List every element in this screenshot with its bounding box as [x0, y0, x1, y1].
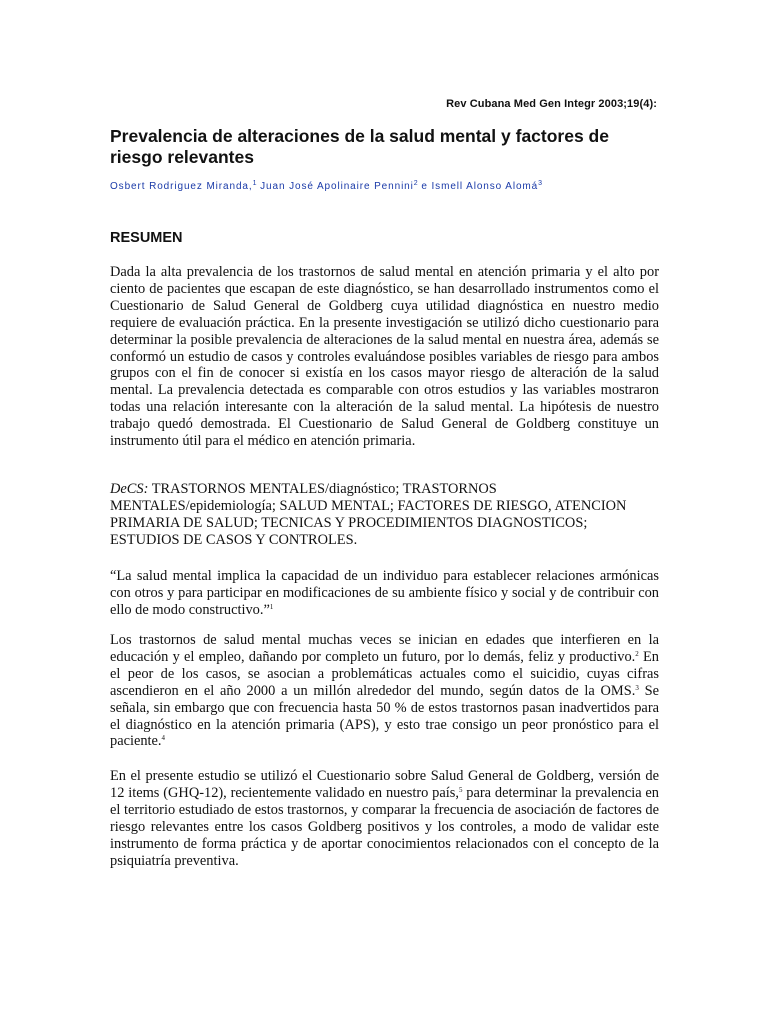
keywords-text: TRASTORNOS MENTALES/diagnóstico; TRASTORNOS MENTALES/epidemiología; SALUD MENTAL; FACTORES DE RIESGO, ATENCION PRIMARIA DE SALUD; TECNICAS Y PROCEDIMIENTOS DIAGNOSTICOS; ESTUDIOS DE CASOS Y CONTROLES.	[110, 481, 627, 548]
abstract-paragraph: Dada la alta prevalencia de los trastornos de salud mental en atención primaria y el alto por ciento de pacientes que escapan de este diagnóstico, se han desarrollado instrumentos como el Cuestionario de Salud General de Goldberg cuya utilidad diagnóstica en nuestro medio requiere de evaluación práctica. En la presente investigación se utilizó dicho cuestionario para determinar la posible prevalencia de alteraciones de la salud mental en nuestra área, además se conformó un estudio de casos y controles evaluándose posibles variables de riesgo para ambos grupos con el fin de conocer si existía en los casos mayor riesgo de alteración de la salud mental. La prevalencia detectada es comparable con otros estudios y las variables mostraron todas una relación interesante con la alteración de la salud mental. La hipótesis de nuestro trabajo quedó demostrada. El Cuestionario de Salud General de Goldberg constituye un instrumento útil para el médico en atención primaria.	[110, 264, 659, 450]
affiliation-mark: 2	[413, 180, 418, 187]
author-list	[110, 181, 670, 192]
paragraph-text: para determinar la prevalencia en el territorio estudiado de estos trastornos, y comparar la frecuencia de asociación de factores de riesgo relevantes entre los casos Goldberg positivos y los controles, a modo de validar este instrumento de forma práctica y de aportar conocimientos relacionados con el concepto de la psiquiatría preventiva.	[110, 784, 660, 869]
paragraph-text: Los trastornos de salud mental muchas veces se inician en edades que interfieren en la educación y el empleo, dañando por completo un futuro, por lo demás, feliz y productivo.	[110, 632, 659, 665]
body-paragraph	[110, 768, 659, 869]
paragraph-text: Se señala, sin embargo que con frecuencia hasta 50 % de estos trastornos pasan inadvertidos para el diagnóstico en la atención primaria (APS), y esto trae consigo un peor pronóstico para el paciente.	[110, 682, 659, 750]
author-name: e Ismell Alonso Alomá	[417, 181, 539, 192]
reference-mark: 2	[635, 649, 639, 658]
abstract-heading: RESUMEN	[110, 230, 183, 246]
reference-mark: 3	[635, 683, 639, 692]
author-name: Osbert Rodriguez Miranda,	[110, 181, 253, 192]
affiliation-mark: 1	[252, 180, 257, 187]
author-name: Juan José Apolinaire Pennini	[256, 181, 414, 192]
quote-text: “La salud mental implica la capacidad de un individuo para establecer relaciones armónicas con otros y para participar en modificaciones de su ambiente físico y social y de contribuir con ello de modo constructivo.”	[110, 568, 659, 618]
quote-paragraph	[110, 568, 659, 619]
keywords-label: DeCS:	[110, 481, 149, 497]
reference-mark: 1	[269, 602, 274, 611]
article-title: Prevalencia de alteraciones de la salud mental y factores de riesgo relevantes	[110, 126, 609, 167]
journal-reference: Rev Cubana Med Gen Integr 2003;19(4):	[446, 98, 657, 110]
body-paragraph	[110, 632, 659, 750]
paragraph-text: En el peor de los casos, se asocian a problemáticas actuales como el suicidio, cuyas cifras ascendieron en el año 2000 a un millón alrededor del mundo, según datos de la OMS.	[110, 648, 659, 699]
paragraph-text: En el presente estudio se utilizó el Cuestionario sobre Salud General de Goldberg, versión de 12 items (GHQ-12), recientemente validado en nuestro país,	[110, 768, 659, 801]
reference-mark: 4	[161, 734, 166, 743]
keywords-paragraph	[110, 481, 659, 549]
reference-mark: 5	[458, 785, 463, 794]
affiliation-mark: 3	[538, 180, 542, 187]
